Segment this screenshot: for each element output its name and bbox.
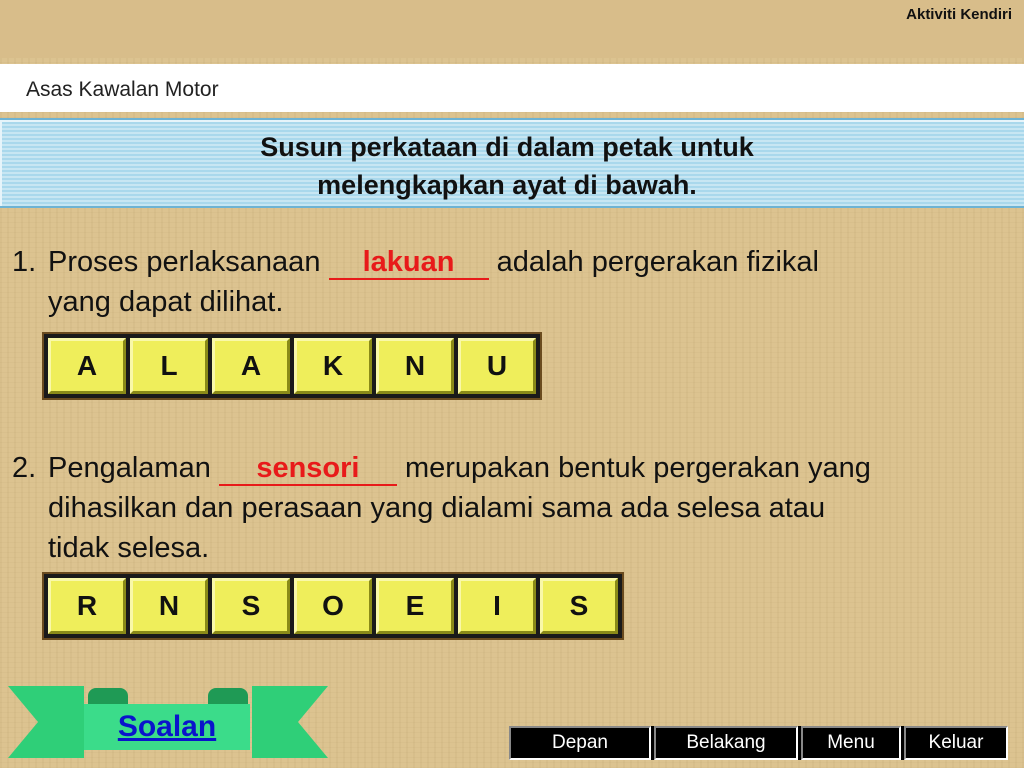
answer-text: sensori xyxy=(256,452,360,484)
question-number: 1. xyxy=(12,246,37,278)
question-text-before: Proses perlaksanaan xyxy=(48,246,321,278)
letter-tile[interactable]: O xyxy=(294,578,372,634)
letter-tile[interactable]: U xyxy=(458,338,536,394)
top-header-bar xyxy=(0,0,1024,58)
nav-depan-button[interactable]: Depan xyxy=(509,726,651,760)
question-text-before: Pengalaman xyxy=(48,452,211,484)
letter-tile[interactable]: S xyxy=(540,578,618,634)
letter-tile[interactable]: A xyxy=(48,338,126,394)
answer-text: lakuan xyxy=(362,246,455,278)
bottom-nav xyxy=(509,726,1008,760)
letter-tile[interactable]: A xyxy=(212,338,290,394)
nav-belakang-button[interactable]: Belakang xyxy=(654,726,798,760)
question-text-line-2: dihasilkan dan perasaan yang dialami sama ada selesa atau xyxy=(48,492,826,524)
title-strip xyxy=(0,64,1024,112)
question-2 xyxy=(12,448,871,568)
activity-label: Aktiviti Kendiri xyxy=(906,6,1012,23)
letter-tile[interactable]: N xyxy=(130,578,208,634)
letter-tile[interactable]: N xyxy=(376,338,454,394)
soalan-button[interactable]: Soalan xyxy=(84,704,250,750)
question-number: 2. xyxy=(12,452,37,484)
nav-menu-button[interactable]: Menu xyxy=(801,726,901,760)
letter-tiles-1 xyxy=(42,332,542,400)
question-text-line-2: yang dapat dilihat. xyxy=(48,286,284,318)
question-1 xyxy=(12,242,819,322)
question-text-line-3: tidak selesa. xyxy=(48,532,210,564)
instruction-banner xyxy=(0,118,1024,208)
letter-tile[interactable]: E xyxy=(376,578,454,634)
letter-tile[interactable]: L xyxy=(130,338,208,394)
page-title: Asas Kawalan Motor xyxy=(26,78,219,101)
answer-blank-2[interactable] xyxy=(219,452,397,486)
letter-tile[interactable]: S xyxy=(212,578,290,634)
nav-keluar-button[interactable]: Keluar xyxy=(904,726,1008,760)
letter-tiles-2 xyxy=(42,572,624,640)
letter-tile[interactable]: I xyxy=(458,578,536,634)
letter-tile[interactable]: K xyxy=(294,338,372,394)
question-text-after: adalah pergerakan fizikal xyxy=(496,246,820,278)
question-text-after: merupakan bentuk pergerakan yang xyxy=(404,452,871,484)
letter-tile[interactable]: R xyxy=(48,578,126,634)
instruction-line-1: Susun perkataan di dalam petak untuk xyxy=(260,132,754,162)
instruction-line-2: melengkapkan ayat di bawah. xyxy=(317,170,697,200)
answer-blank-1[interactable] xyxy=(329,246,489,280)
